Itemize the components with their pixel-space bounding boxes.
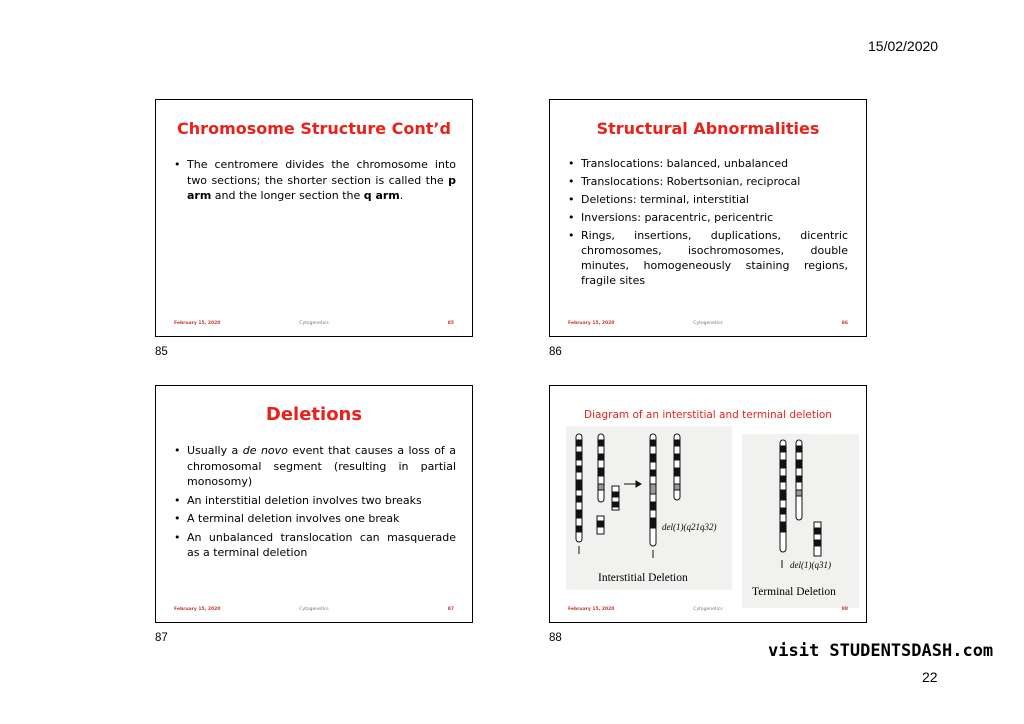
bullet-list (568, 156, 848, 291)
list-item: • Deletions: terminal, interstitial (568, 192, 848, 207)
slide-footer (156, 321, 472, 329)
text-bold: q arm (363, 189, 400, 202)
terminal-annotation: del(1)(q31) (790, 560, 831, 570)
text-italic: de novo (242, 444, 288, 457)
chromosome-diagram-icon (742, 434, 859, 608)
text-run: event that causes a loss of a chromosomal segment (resulting in partial monosomy) (187, 444, 456, 488)
bullet-list (174, 443, 456, 564)
slide-number: 86 (549, 346, 562, 358)
list-item (174, 157, 456, 204)
footer-date: February 15, 2020 (568, 321, 615, 326)
page-date: 15/02/2020 (868, 38, 939, 54)
slide-title: Structural Abnormalities (596, 119, 820, 138)
slide-footer (550, 321, 866, 329)
footer-number: 86 (841, 321, 848, 326)
list-item: • An interstitial deletion involves two breaks (174, 493, 456, 509)
list-item: • An unbalanced translocation can masquerade as a terminal deletion (174, 530, 456, 561)
footer-date: February 15, 2020 (174, 321, 221, 326)
terminal-deletion-image (742, 434, 859, 608)
page-number: 22 (922, 669, 938, 685)
slide-85 (155, 99, 473, 337)
list-item (174, 443, 456, 490)
footer-number: 85 (447, 321, 454, 326)
slide-number: 88 (549, 632, 562, 644)
text-run: and the longer section the (211, 189, 364, 202)
footer-center: Cytogenetics (693, 607, 723, 612)
slide-number: 85 (155, 346, 168, 358)
text-run: . (399, 189, 404, 202)
text-bold: p arm (187, 173, 456, 202)
slide-88 (549, 385, 867, 623)
slide-footer (156, 607, 472, 615)
slide-86 (549, 99, 867, 337)
text-run: The centromere divides the chromosome into two sections; the shorter section is called the (187, 158, 456, 187)
slide-footer (550, 607, 866, 615)
list-item: • Translocations: Robertsonian, reciprocal (568, 174, 848, 189)
footer-number: 87 (447, 607, 454, 612)
slide-number: 87 (155, 632, 168, 644)
list-item: • Translocations: balanced, unbalanced (568, 156, 848, 171)
footer-center: Cytogenetics (299, 607, 329, 612)
list-item: • Rings, insertions, duplications, dicentric chromosomes, isochromosomes, double minutes, homogeneously staining regions, fragile sites (568, 228, 848, 288)
footer-date: February 15, 2020 (568, 607, 615, 612)
chromosome-diagram-icon (566, 426, 732, 590)
footer-center: Cytogenetics (299, 321, 329, 326)
terminal-caption: Terminal Deletion (752, 586, 836, 598)
slide-title: Chromosome Structure Cont’d (177, 119, 451, 138)
interstitial-caption: Interstitial Deletion (598, 572, 688, 584)
list-item: • A terminal deletion involves one break (174, 511, 456, 527)
footer-date: February 15, 2020 (174, 607, 221, 612)
footer-center: Cytogenetics (693, 321, 723, 326)
bullet-list (174, 157, 456, 207)
slide-title: Deletions (265, 404, 363, 425)
slide-title: Diagram of an interstitial and terminal deletion (584, 409, 832, 421)
list-item: • Inversions: paracentric, pericentric (568, 210, 848, 225)
text-run: Usually a (187, 444, 243, 457)
footer-number: 88 (841, 607, 848, 612)
slide-87 (155, 385, 473, 623)
interstitial-annotation: del(1)(q21q32) (662, 522, 717, 532)
watermark-text: visit STUDENTSDASH.com (768, 641, 994, 661)
interstitial-deletion-image (566, 426, 732, 590)
